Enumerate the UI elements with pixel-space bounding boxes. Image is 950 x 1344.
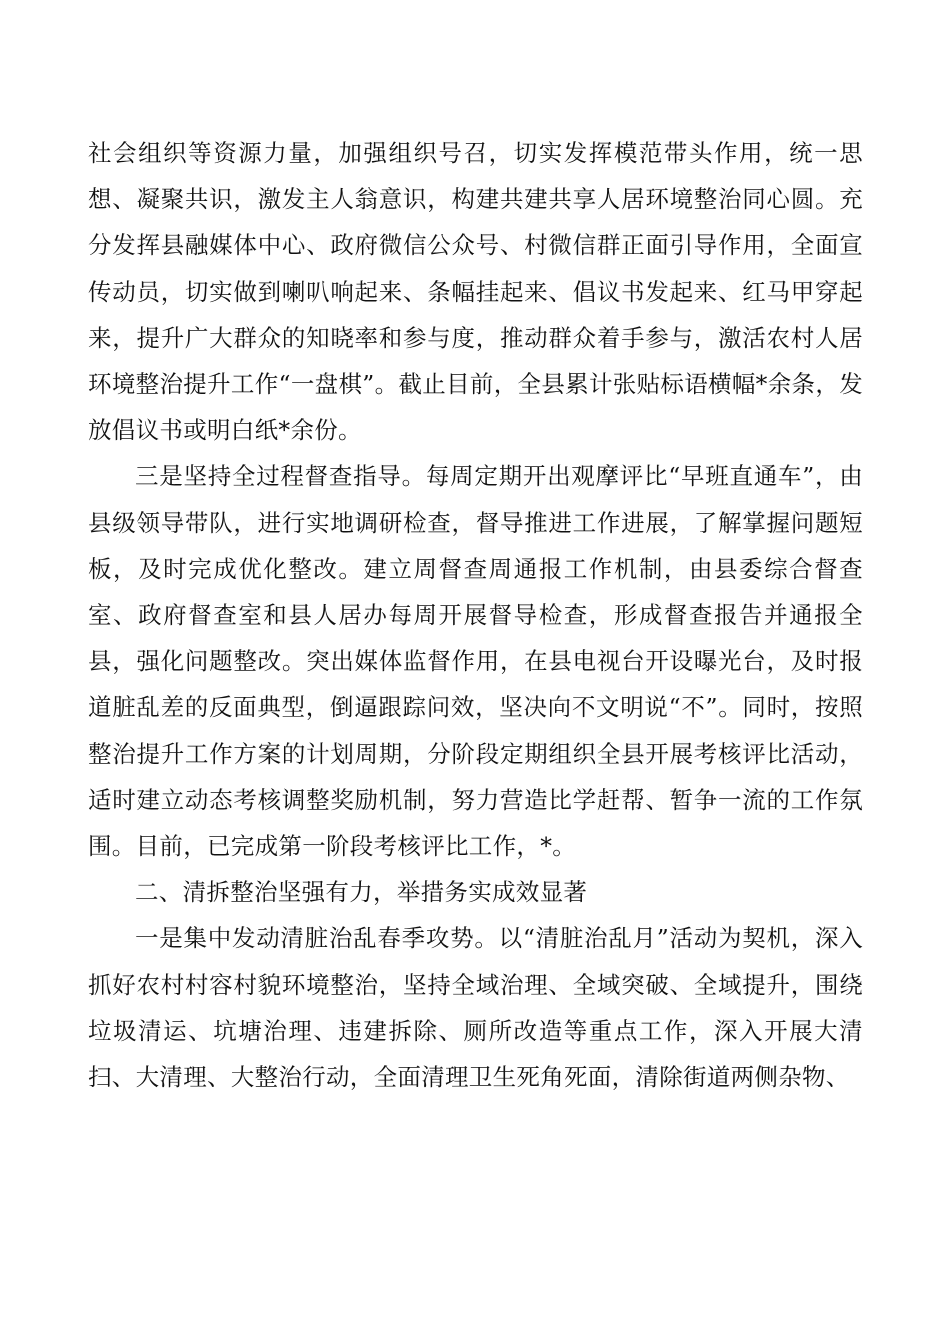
paragraph-point-one: 一是集中发动清脏治乱春季攻势。以“清脏治乱月”活动为契机，深入抓好农村村容村貌环境整治，坚持全域治理、全域突破、全域提升，围绕垃圾清运、坑塘治理、违建拆除、厕所改造等重点工作，深入开展大清扫、大清理、大整治行动，全面清理卫生死角死面，清除街道两侧杂物、 [88, 924, 863, 1092]
section-heading-two: 二、清拆整治坚强有力，举措务实成效显著 [135, 878, 588, 907]
paragraph-point-three: 三是坚持全过程督查指导。每周定期开出观摩评比“早班直通车”，由县级领导带队，进行实地调研检查，督导推进工作进展，了解掌握问题短板，及时完成优化整改。建立周督查周通报工作机制，由县委综合督查室、政府督查室和县人居办每周开展督导检查，形成督查报告并通报全县，强化问题整改。突出媒体监督作用，在县电视台开设曝光台，及时报道脏乱差的反面典型，倒逼跟踪问效，坚决向不文明说“不”。同时，按照整治提升工作方案的计划周期，分阶段定期组织全县开展考核评比活动，适时建立动态考核调整奖励机制，努力营造比学赶帮、暂争一流的工作氛围。目前，已完成第一阶段考核评比工作，*。 [88, 462, 863, 861]
paragraph-continuation: 社会组织等资源力量，加强组织号召，切实发挥模范带头作用，统一思想、凝聚共识，激发主人翁意识，构建共建共享人居环境整治同心圆。充分发挥县融媒体中心、政府微信公众号、村微信群正面引导作用，全面宣传动员，切实做到喇叭响起来、条幅挂起来、倡议书发起来、红马甲穿起来，提升广大群众的知晓率和参与度，推动群众着手参与，激活农村人居环境整治提升工作“一盘棋”。截止目前，全县累计张贴标语横幅*余条，发放倡议书或明白纸*余份。 [88, 139, 863, 445]
document-body [88, 130, 863, 1100]
